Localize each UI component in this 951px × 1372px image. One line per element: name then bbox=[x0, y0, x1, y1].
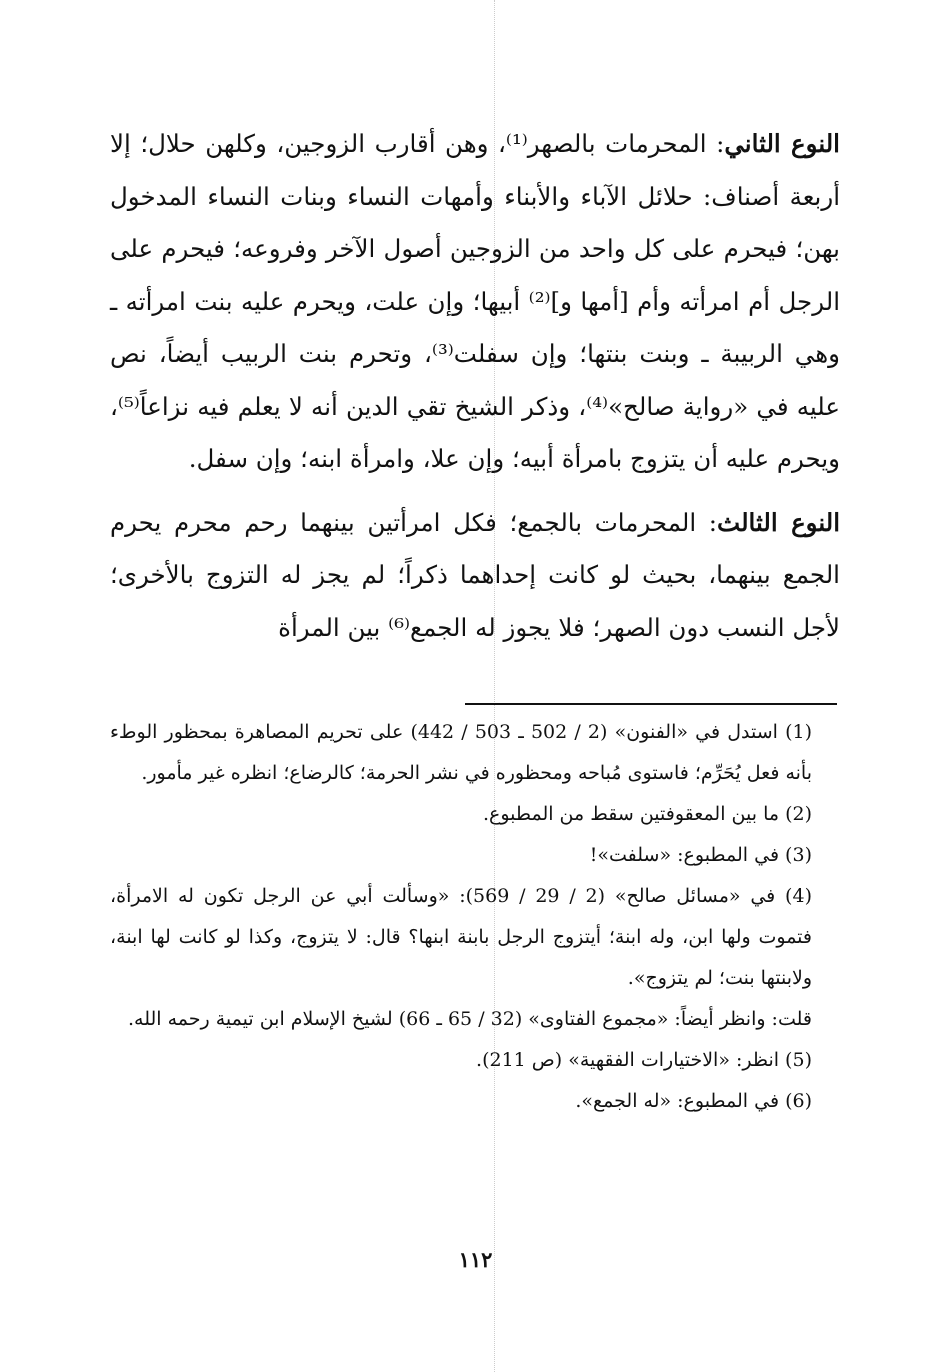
footnote-2: (2) ما بين المعقوفتين سقط من المطبوع. bbox=[482, 803, 812, 825]
paragraph-heading: النوع الثالث bbox=[717, 507, 841, 537]
footnotes-section bbox=[110, 712, 840, 1122]
main-text-body bbox=[110, 118, 840, 654]
footnote-4-comment: قلت: وانظر أيضاً: «مجموع الفتاوى» (32 / 65 ـ 66) لشيخ الإسلام ابن تيمية رحمه الله. bbox=[127, 1008, 812, 1030]
paragraph-text: : المحرمات بالجمع؛ فكل امرأتين بينهما رحم محرم يحرم الجمع بينهما، بحيث لو كانت إحداهما ذكراً؛ لم يجز له التزوج بالأخرى؛ لأجل النسب دون الصهر؛ فلا يجوز له الجمع⁽⁶⁾ بين المرأة bbox=[110, 507, 840, 642]
footnote-separator bbox=[465, 703, 837, 705]
footnote-6: (6) في المطبوع: «له الجمع». bbox=[575, 1090, 812, 1112]
paragraph-heading: النوع الثاني bbox=[724, 129, 840, 158]
paragraph-second-type bbox=[110, 118, 840, 486]
paragraph-third-type bbox=[110, 497, 840, 655]
footnote-1: (1) استدل في «الفنون» (2 / 502 ـ 503 / 442) على تحريم المصاهرة بمحظور الوطء بأنه فعل يُحَرِّم؛ فاستوى مُباحه ومحظوره في نشر الحرمة؛ كالرضاع؛ انظره غير مأمور. bbox=[110, 721, 812, 784]
footnote-5: (5) انظر: «الاختيارات الفقهية» (ص 211). bbox=[476, 1049, 812, 1071]
footnote-4: (4) في «مسائل صالح» (2 / 29 / 569): «وسألت أبي عن الرجل تكون له الامرأة، فتموت ولها ابن، وله ابنة؛ أيتزوج الرجل بابنة ابنها؟ قال: لا يتزوج، وكذا لو كانت لها ابنة، ولابنتها بنت؛ لم يتزوج». bbox=[110, 885, 812, 989]
paragraph-text: : المحرمات بالصهر⁽¹⁾، وهن أقارب الزوجين، وكلهن حلال؛ إلا أربعة أصناف: حلائل الآباء والأبناء وأمهات النساء وبنات النساء المدخول بهن؛ فيحرم على كل واحد من الزوجين أصول الآخر وفروعه؛ فيحرم على الرجل أم امرأته وأم [أمها و]⁽²⁾ أبيها؛ وإن علت، ويحرم عليه بنت امرأته ـ وهي الربيبة ـ وبنت بنتها؛ وإن سفلت⁽³⁾، وتحرم بنت الربيب أيضاً، نص عليه في «رواية صالح»⁽⁴⁾، وذكر الشيخ تقي الدين أنه لا يعلم فيه نزاعاً⁽⁵⁾، ويحرم عليه أن يتزوج بامرأة أبيه؛ وإن علا، وامرأة ابنه؛ وإن سفل. bbox=[110, 129, 840, 473]
page-number: ١١٢ bbox=[458, 1247, 493, 1272]
footnote-3: (3) في المطبوع: «سلفت»! bbox=[589, 844, 812, 866]
